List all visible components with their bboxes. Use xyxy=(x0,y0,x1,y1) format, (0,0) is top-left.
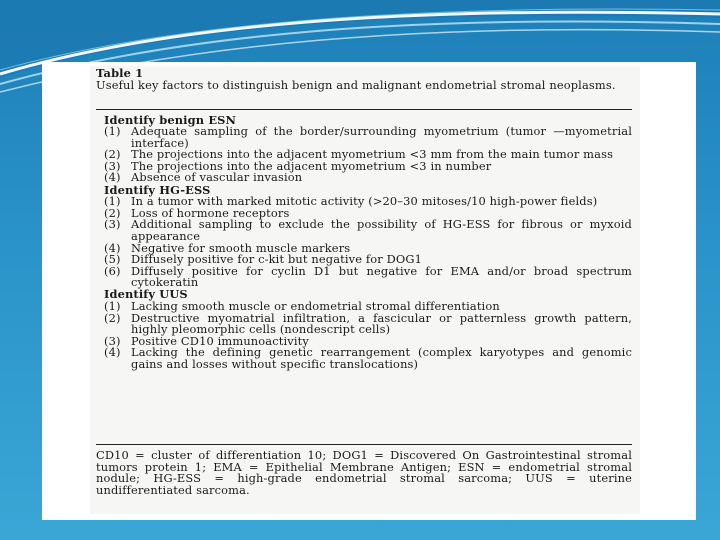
section-heading: Identify HG-ESS xyxy=(104,182,211,197)
list-item xyxy=(104,219,632,242)
item-number: (4) xyxy=(104,345,121,360)
item-text: Lacking smooth muscle or endometrial stromal differentiation xyxy=(131,299,500,313)
item-text: The projections into the adjacent myometrium <3 mm from the main tumor mass xyxy=(131,147,614,162)
item-text: Lacking the defining genetic rearrangement (complex karyotypes and genomic gains and losses without specific translocations) xyxy=(131,345,632,371)
list-item xyxy=(104,347,632,370)
item-number: (1) xyxy=(104,299,121,313)
item-number: (3) xyxy=(104,217,121,232)
item-number: (1) xyxy=(104,124,121,139)
item-number: (1) xyxy=(104,194,121,209)
table-footnote: CD10 = cluster of differentiation 10; DOG1 = Discovered On Gastrointestinal stromal tumors protein 1; EMA = Epithelial Membrane Antigen; ESN = endometrial stromal nodule; HG-ESS = high-grade endometrial stromal sarcoma; UUS = uterine undifferentiated sarcoma. xyxy=(96,448,632,497)
item-text: The projections into the adjacent myometrium <3 in number xyxy=(131,158,492,173)
item-text: Loss of hormone receptors xyxy=(131,205,290,220)
section-heading: Identify benign ESN xyxy=(104,112,237,127)
table-body xyxy=(104,114,632,371)
item-text: Adequate sampling of the border/surrounding myometrium (tumor —myometrial interface) xyxy=(131,124,632,150)
item-text: Negative for smooth muscle markers xyxy=(131,240,351,255)
table-top-rule xyxy=(96,109,632,110)
item-text: Destructive myomatrial infiltration, a fascicular or patternless growth pattern, highly pleomorphic cells (nondescript cells) xyxy=(131,310,632,337)
item-number: (6) xyxy=(104,263,121,278)
item-number: (2) xyxy=(104,205,121,220)
item-text: Positive CD10 immunoactivity xyxy=(131,333,309,348)
item-text: In a tumor with marked mitotic activity (>20–30 mitoses/10 high-power fields) xyxy=(131,194,598,209)
item-number: (3) xyxy=(104,158,121,173)
item-text: Diffusely positive for c-kit but negative for DOG1 xyxy=(131,252,423,267)
item-number: (4) xyxy=(104,240,121,255)
item-number: (4) xyxy=(104,170,121,185)
item-number: (2) xyxy=(104,147,121,162)
item-text: Additional sampling to exclude the possibility of HG-ESS for fibrous or myxoid appearance xyxy=(131,217,632,243)
item-text: Diffusely positive for cyclin D1 but negative for EMA and/or broad spectrum cytokeratin xyxy=(131,263,632,290)
table-caption-text: Useful key factors to distinguish benign and malignant endometrial stromal neoplasms. xyxy=(96,77,616,92)
list-item xyxy=(104,263,632,290)
item-number: (2) xyxy=(104,310,121,325)
item-text: Absence of vascular invasion xyxy=(131,170,303,185)
item-number: (3) xyxy=(104,333,121,348)
table-image xyxy=(90,66,640,514)
table-caption xyxy=(96,68,636,91)
item-number: (5) xyxy=(104,252,121,267)
table-label: Table 1 xyxy=(96,66,144,80)
section-heading: Identify UUS xyxy=(104,287,188,302)
list-item xyxy=(104,310,632,337)
list-item xyxy=(104,126,632,149)
table-bottom-rule xyxy=(96,444,632,445)
